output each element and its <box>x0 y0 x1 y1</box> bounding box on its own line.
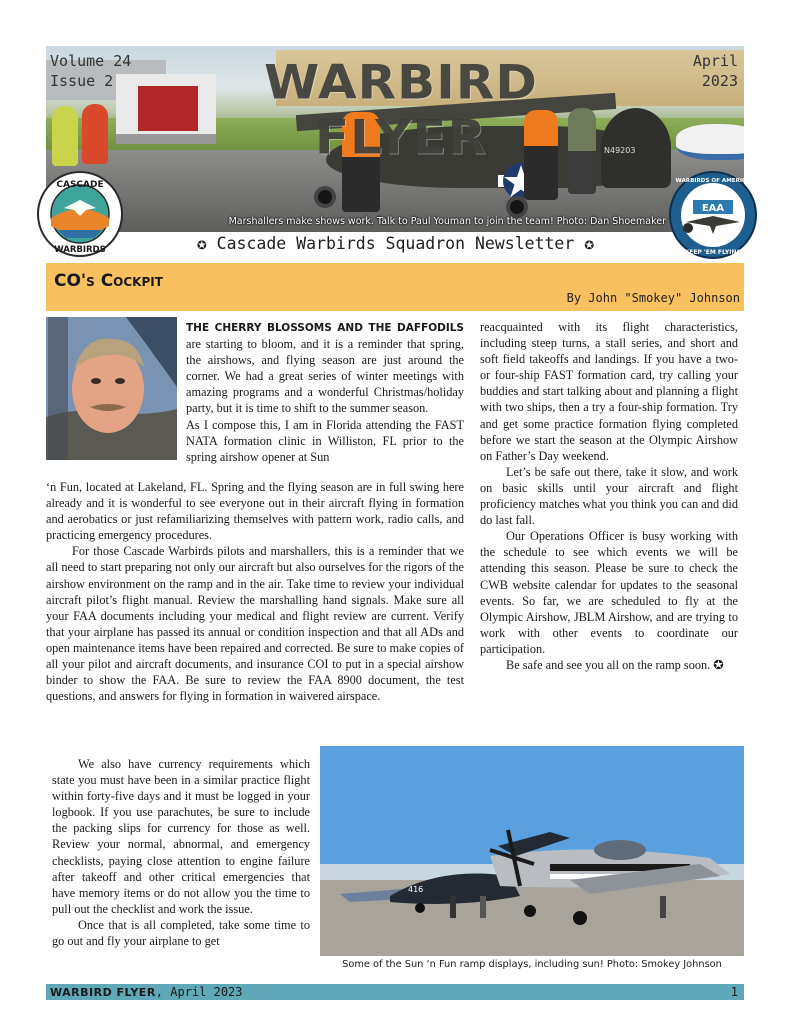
article-paragraph-2b: ‘n Fun, located at Lakeland, FL. Spring and the flying season are in full swing here already and it is wonderful to see everyone out in their aircraft flying in formation and aerobatics or just refamiliarizing themselves with pattern work, radio calls, and practicing emergency procedures. <box>46 480 464 543</box>
lead-in: THE CHERRY BLOSSOMS AND THE DAFFODILS <box>186 322 464 334</box>
article-paragraph-2a: As I compose this, I am in Florida attending the FAST NATA formation clinic in Williston, FL prior to the spring airshow opener at Sun <box>186 417 464 464</box>
masthead-photo-caption: Marshallers make shows work. Talk to Paul Youman to join the team! Photo: Dan Shoemaker <box>228 216 666 227</box>
article-narrow-block <box>52 756 310 949</box>
article-paragraph-9: Be safe and see you all on the ramp soon. ✪ <box>506 657 724 672</box>
masthead-photo <box>46 46 744 232</box>
section-title: CO's Cockpit <box>54 271 163 291</box>
section-header <box>46 263 744 311</box>
footer-brand: WARBIRD FLYER <box>50 986 156 999</box>
logo-left-top-text: CASCADE <box>56 180 104 190</box>
newsletter-subtitle: ✪ Cascade Warbirds Squadron Newsletter ✪ <box>196 234 595 253</box>
article-paragraph-7: Let’s be safe out there, take it slow, and work on basic skills until your aircraft and flight proficiency matches what you think you can and did do last fall. <box>480 464 738 528</box>
article-right-column <box>480 319 738 673</box>
page-footer <box>46 984 744 1000</box>
article-paragraph-5: Once that is all completed, take some time to go out and fly your airplane to get <box>52 917 310 949</box>
logo-right-badge-text: EAA <box>701 203 725 214</box>
logo-right-bottom-text: KEEP 'EM FLYING <box>684 249 742 256</box>
author-photo <box>46 317 177 460</box>
article-paragraph-4: We also have currency requirements which state you must have been in a similar practice flight within forty-five days and it must be logged in your logbook. If you use parachutes, be sure to include the packing slips for currency for those as well. Review your normal, abnormal, and emergency checklists, paying close attention to engine failure after takeoff and other critical emergencies that have memory items or do not allow you the time to pull out the checklist and work the issue. <box>52 757 310 916</box>
year-label: 2023 <box>701 72 738 90</box>
article-paragraph-1: THE CHERRY BLOSSOMS AND THE DAFFODILS are starting to bloom, and it is a reminder that spring, the airshows, and flying season are just around the corner. We had a great series of winter meetings with amazing programs and a wonderful Christmas/holiday party, but it is time to shift to the summer season. As I compose this, I am in Florida attending the FAST NATA formation clinic in Williston, FL prior to the spring airshow opener at Sun <box>186 322 464 464</box>
article-wide-block <box>46 479 464 704</box>
article-paragraph-8: Our Operations Officer is busy working with the schedule to see which events we will be attending this season. Please be sure to check the CWB website calendar for updates to the seasonal events. So far, we are scheduled to fly at the Olympic Airshow, JBLM Airshow, and are trying to work with other events to coordinate our participation. <box>480 529 738 656</box>
page-number: 1 <box>730 985 738 999</box>
footer-issue-date: , April 2023 <box>155 985 243 999</box>
issue-label: Issue 2 <box>50 72 114 90</box>
logo-left-bottom-text: WARBIRDS <box>54 245 106 255</box>
aircraft-nose-number: 416 <box>408 885 424 894</box>
newsletter-title: WARBIRD FLYER <box>264 54 538 166</box>
footer-issue-line <box>50 984 243 1001</box>
aircraft-tail-number: N49203 <box>604 146 636 155</box>
article-paragraph-6: reacquainted with its flight characteristics, including steep turns, a stall series, and short and soft field takeoffs and landings. If you have a two- or four-ship FAST formation card, try calling your buddies and start talking about and planning a flight with two ships, then a try a four-ship formation. Try and get some practice formation flying completed before we start the season at the Olympic Airshow on Father’s Day weekend. <box>480 320 738 463</box>
author-byline: By John "Smokey" Johnson <box>566 291 740 305</box>
ramp-display-photo <box>320 746 744 956</box>
month-label: April <box>692 52 738 70</box>
ramp-photo-caption: Some of the Sun ‘n Fun ramp displays, including sun! Photo: Smokey Johnson <box>342 959 722 970</box>
logo-right-top-text: WARBIRDS OF AMERICA <box>675 178 751 184</box>
volume-label: Volume 24 <box>50 52 132 70</box>
article-paragraph-3: For those Cascade Warbirds pilots and marshallers, this is a reminder that we all need to start preparing not only our aircraft but also ourselves for the rigors of the airshow environment on the ramp and in the air. Take time to review your individual aircraft pilot’s flight manual. Review the marshalling hand signals. Make sure all your FAA documents including your medical and flight review are current. Verify that your airplane has passed its annual or condition inspection and that all ADs and open maintenance items have been repaired and corrected. Be sure to make copies of all your pilot and aircraft documents, and insurance COI to put in a special airshow binder to show the FAA. Be sure to review the FAA 8900 document, the test questions, and answers for flying in formation in waivered airspace. <box>46 544 464 704</box>
